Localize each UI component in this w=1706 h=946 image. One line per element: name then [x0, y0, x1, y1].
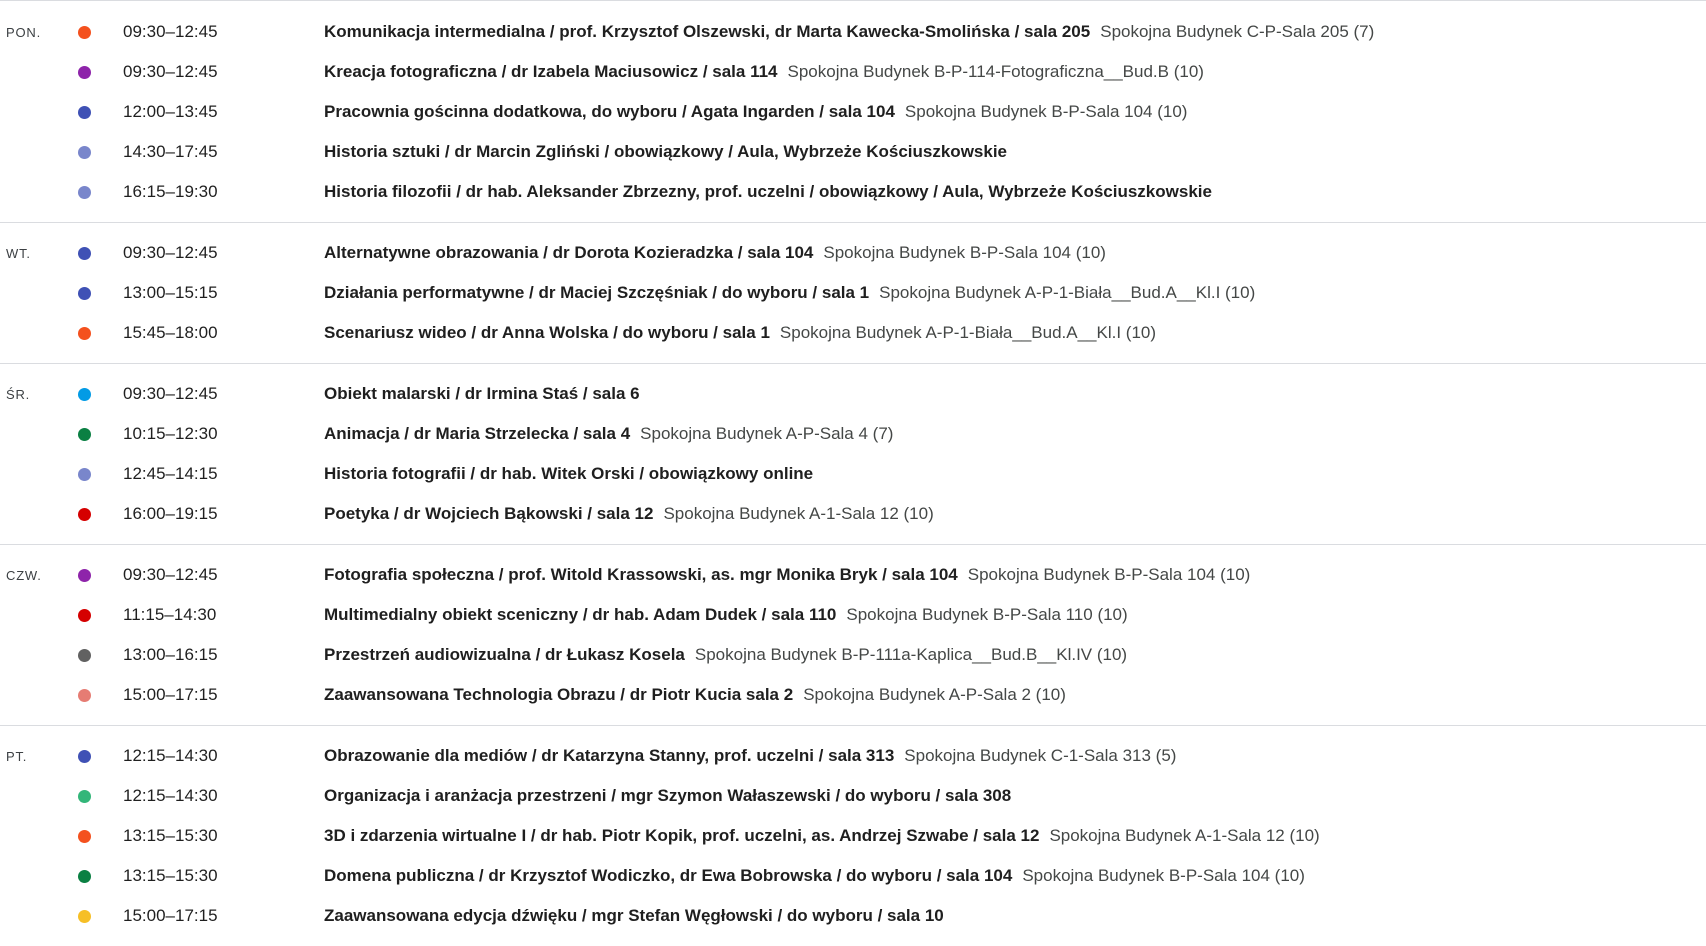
event-location: Spokojna Budynek A-1-Sala 12 (10)	[1049, 826, 1320, 845]
event-time: 09:30–12:45	[123, 243, 218, 262]
event-time: 15:00–17:15	[123, 906, 218, 925]
event-row[interactable]	[72, 555, 1706, 595]
event-list	[72, 374, 1706, 534]
event-list	[72, 555, 1706, 715]
event-title: Przestrzeń audiowizualna / dr Łukasz Kosela	[324, 645, 685, 664]
event-row[interactable]	[72, 313, 1706, 353]
event-title: Kreacja fotograficzna / dr Izabela Maciusowicz / sala 114	[324, 62, 778, 81]
event-color-dot	[78, 106, 91, 119]
event-time: 09:30–12:45	[123, 22, 218, 41]
event-title: Animacja / dr Maria Strzelecka / sala 4	[324, 424, 631, 443]
event-title: Zaawansowana edycja dźwięku / mgr Stefan Węgłowski / do wyboru / sala 10	[324, 906, 944, 925]
event-title: Historia fotografii / dr hab. Witek Orski / obowiązkowy online	[324, 464, 814, 483]
event-title: Działania performatywne / dr Maciej Szczęśniak / do wyboru / sala 1	[324, 283, 870, 302]
day-label: PON.	[6, 25, 41, 40]
event-row[interactable]	[72, 635, 1706, 675]
day-group-thu	[0, 545, 1706, 726]
event-color-dot	[78, 428, 91, 441]
event-color-dot	[78, 750, 91, 763]
event-list	[72, 233, 1706, 353]
event-title: Obrazowanie dla mediów / dr Katarzyna Stanny, prof. uczelni / sala 313	[324, 746, 895, 765]
event-title: Pracownia gościnna dodatkowa, do wyboru / Agata Ingarden / sala 104	[324, 102, 895, 121]
day-group-tue	[0, 223, 1706, 364]
event-row[interactable]	[72, 675, 1706, 715]
event-time: 13:15–15:30	[123, 826, 218, 845]
event-row[interactable]	[72, 92, 1706, 132]
event-row[interactable]	[72, 736, 1706, 776]
event-title: 3D i zdarzenia wirtualne I / dr hab. Piotr Kopik, prof. uczelni, as. Andrzej Szwabe / sala 12	[324, 826, 1040, 845]
event-location: Spokojna Budynek A-P-1-Biała__Bud.A__Kl.I (10)	[779, 323, 1157, 342]
event-color-dot	[78, 468, 91, 481]
event-color-dot	[78, 790, 91, 803]
event-color-dot	[78, 287, 91, 300]
event-time: 13:00–16:15	[123, 645, 218, 664]
event-time: 13:00–15:15	[123, 283, 218, 302]
day-group-mon	[0, 0, 1706, 223]
event-location: Spokojna Budynek A-P-1-Biała__Bud.A__Kl.I (10)	[879, 283, 1256, 302]
event-location: Spokojna Budynek B-P-111a-Kaplica__Bud.B__Kl.IV (10)	[694, 645, 1128, 664]
event-title: Zaawansowana Technologia Obrazu / dr Piotr Kucia sala 2	[324, 685, 794, 704]
event-location: Spokojna Budynek B-P-Sala 104 (10)	[1022, 866, 1305, 885]
event-time: 14:30–17:45	[123, 142, 218, 161]
event-color-dot	[78, 26, 91, 39]
event-color-dot	[78, 66, 91, 79]
event-row[interactable]	[72, 374, 1706, 414]
event-list	[72, 736, 1706, 936]
event-location: Spokojna Budynek B-P-Sala 104 (10)	[967, 565, 1251, 584]
event-color-dot	[78, 689, 91, 702]
event-color-dot	[78, 830, 91, 843]
event-color-dot	[78, 609, 91, 622]
event-time: 12:15–14:30	[123, 746, 218, 765]
event-time: 11:15–14:30	[123, 605, 217, 624]
event-location: Spokojna Budynek B-P-Sala 110 (10)	[846, 605, 1128, 624]
day-label: ŚR.	[6, 387, 31, 402]
event-color-dot	[78, 388, 91, 401]
event-location: Spokojna Budynek B-P-Sala 104 (10)	[904, 102, 1188, 121]
event-title: Multimedialny obiekt sceniczny / dr hab. Adam Dudek / sala 110	[324, 605, 837, 624]
event-time: 10:15–12:30	[123, 424, 218, 443]
event-location: Spokojna Budynek A-1-Sala 12 (10)	[663, 504, 934, 523]
event-color-dot	[78, 186, 91, 199]
event-row[interactable]	[72, 132, 1706, 172]
event-row[interactable]	[72, 896, 1706, 936]
event-row[interactable]	[72, 595, 1706, 635]
event-time: 12:45–14:15	[123, 464, 218, 483]
event-color-dot	[78, 649, 91, 662]
event-list	[72, 12, 1706, 212]
event-color-dot	[78, 247, 91, 260]
event-time: 16:00–19:15	[123, 504, 218, 523]
event-color-dot	[78, 569, 91, 582]
event-time: 16:15–19:30	[123, 182, 218, 201]
event-time: 09:30–12:45	[123, 565, 218, 584]
event-title: Organizacja i aranżacja przestrzeni / mgr Szymon Wałaszewski / do wyboru / sala 308	[324, 786, 1012, 805]
event-time: 09:30–12:45	[123, 62, 218, 81]
day-label: WT.	[6, 246, 31, 261]
event-row[interactable]	[72, 414, 1706, 454]
event-color-dot	[78, 327, 91, 340]
event-title: Poetyka / dr Wojciech Bąkowski / sala 12	[324, 504, 654, 523]
event-row[interactable]	[72, 273, 1706, 313]
event-row[interactable]	[72, 776, 1706, 816]
event-row[interactable]	[72, 233, 1706, 273]
day-group-fri	[0, 726, 1706, 946]
event-title: Alternatywne obrazowania / dr Dorota Kozieradzka / sala 104	[324, 243, 814, 262]
event-color-dot	[78, 146, 91, 159]
event-title: Historia filozofii / dr hab. Aleksander Zbrzezny, prof. uczelni / obowiązkowy / Aula, Wybrzeże Kościuszkowskie	[324, 182, 1212, 201]
day-group-wed	[0, 364, 1706, 545]
event-time: 15:45–18:00	[123, 323, 218, 342]
day-label: PT.	[6, 749, 28, 764]
event-color-dot	[78, 508, 91, 521]
event-row[interactable]	[72, 172, 1706, 212]
event-title: Historia sztuki / dr Marcin Zgliński / obowiązkowy / Aula, Wybrzeże Kościuszkowskie	[324, 142, 1008, 161]
event-row[interactable]	[72, 52, 1706, 92]
event-color-dot	[78, 870, 91, 883]
event-color-dot	[78, 910, 91, 923]
event-location: Spokojna Budynek C-P-Sala 205 (7)	[1100, 22, 1375, 41]
event-time: 12:15–14:30	[123, 786, 218, 805]
event-title: Fotografia społeczna / prof. Witold Krassowski, as. mgr Monika Bryk / sala 104	[324, 565, 958, 584]
event-time: 15:00–17:15	[123, 685, 218, 704]
event-location: Spokojna Budynek C-1-Sala 313 (5)	[904, 746, 1177, 765]
event-title: Obiekt malarski / dr Irmina Staś / sala 6	[324, 384, 640, 403]
event-time: 09:30–12:45	[123, 384, 218, 403]
event-location: Spokojna Budynek B-P-Sala 104 (10)	[823, 243, 1106, 262]
event-title: Komunikacja intermedialna / prof. Krzysztof Olszewski, dr Marta Kawecka-Smolińska / sala 205	[324, 22, 1091, 41]
event-title: Scenariusz wideo / dr Anna Wolska / do wyboru / sala 1	[324, 323, 770, 342]
event-row[interactable]	[72, 494, 1706, 534]
day-label: CZW.	[6, 568, 42, 583]
event-row[interactable]	[72, 856, 1706, 896]
event-time: 13:15–15:30	[123, 866, 218, 885]
event-row[interactable]	[72, 12, 1706, 52]
event-location: Spokojna Budynek A-P-Sala 4 (7)	[640, 424, 894, 443]
event-row[interactable]	[72, 454, 1706, 494]
event-title: Domena publiczna / dr Krzysztof Wodiczko, dr Ewa Bobrowska / do wyboru / sala 104	[324, 866, 1013, 885]
event-location: Spokojna Budynek A-P-Sala 2 (10)	[803, 685, 1066, 704]
event-time: 12:00–13:45	[123, 102, 218, 121]
event-location: Spokojna Budynek B-P-114-Fotograficzna__Bud.B (10)	[787, 62, 1204, 81]
event-row[interactable]	[72, 816, 1706, 856]
